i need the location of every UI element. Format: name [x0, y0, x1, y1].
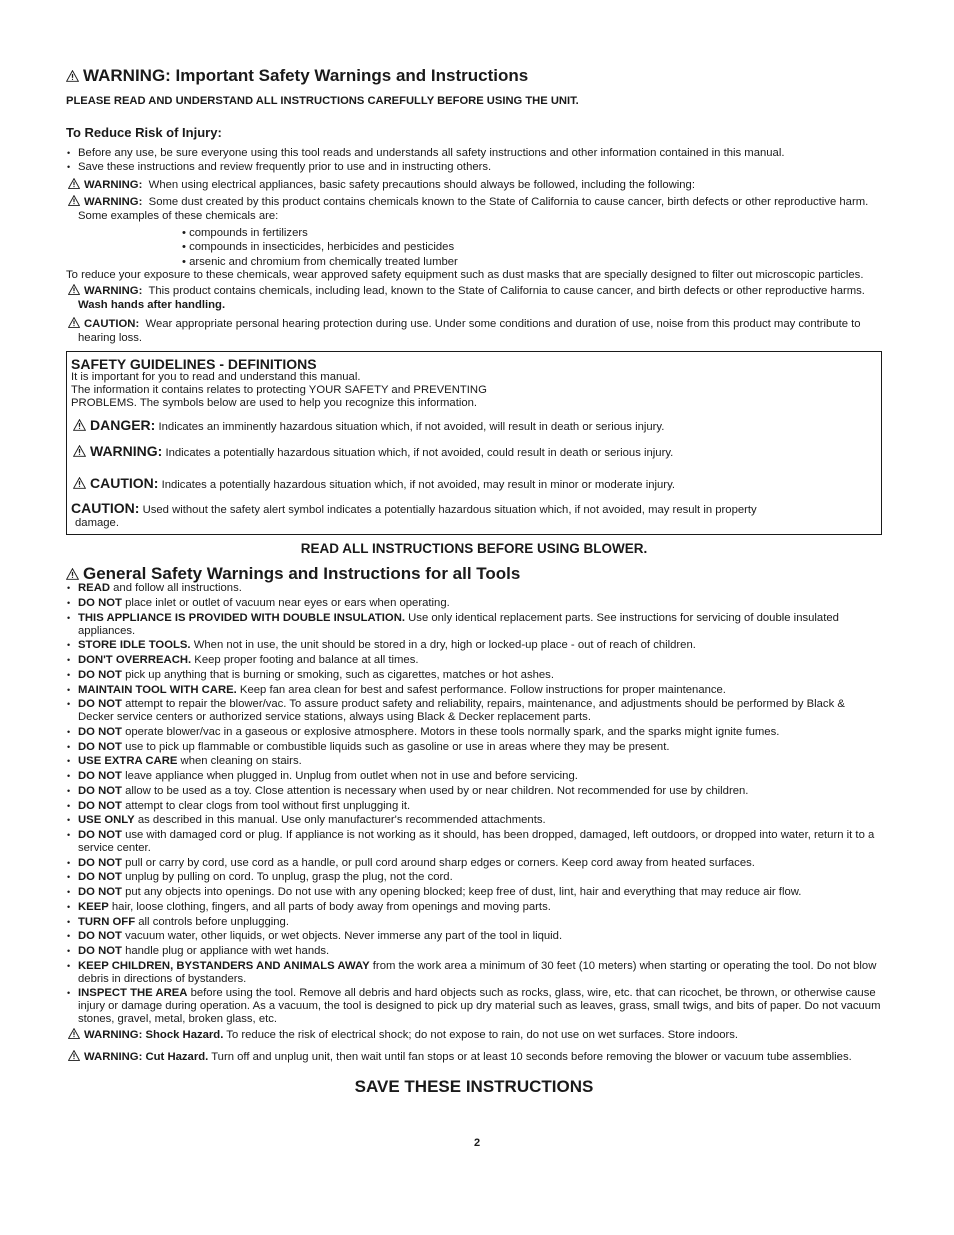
warning-triangle-icon — [68, 1050, 80, 1061]
list-item — [66, 612, 882, 638]
list-item-text: before using the tool. Remove all debris and hard objects such as rocks, glass, wire, etc. that can ricochet, be thrown, or otherwise cause injury or damage during operation. As a vacuum, the tool is designed to pick up dry material such as leaves, grass, small twigs, and bits of paper. Do not vacuum stones, gravel, metal, broken glass, etc. — [78, 987, 881, 1025]
list-item-keyword: DO NOT — [78, 770, 122, 783]
warning-label: WARNING: — [84, 178, 143, 191]
list-item — [66, 582, 882, 595]
list-item-text: operate blower/vac in a gaseous or explosive atmosphere. Motors in these tools normally spark, and the sparks might ignite fumes. — [121, 725, 780, 738]
reduce-risk-heading: To Reduce Risk of Injury: — [66, 125, 222, 140]
warning-label: WARNING: — [84, 285, 143, 298]
definition-text: Used without the safety alert symbol indicates a potentially hazardous situation which, if not avoided, may result in property — [142, 504, 757, 517]
list-item: • compounds in fertilizers — [182, 226, 308, 239]
definition-term: CAUTION: — [90, 475, 159, 492]
read-all-heading: READ ALL INSTRUCTIONS BEFORE USING BLOWER. — [300, 541, 648, 557]
list-item-keyword: DON'T OVERREACH. — [78, 654, 192, 667]
main-heading — [66, 66, 882, 86]
guidelines-title: SAFETY GUIDELINES - DEFINITIONS — [71, 356, 317, 373]
warning-triangle-icon — [73, 477, 86, 489]
list-item-keyword: STORE IDLE TOOLS. — [78, 639, 191, 652]
exposure-paragraph: To reduce your exposure to these chemicals, wear approved safety equipment such as dust masks that are specially designed to filter out microscopic particles. — [66, 269, 864, 282]
warning-text: Some dust created by this product contains chemicals known to the State of California to cause cancer, birth defects or other reproductive harm. Some examples of these chemicals are: — [78, 196, 869, 223]
list-item-keyword: DO NOT — [78, 886, 122, 899]
definition-warning — [73, 444, 877, 460]
list-item-text: pull or carry by cord, use cord as a handle, or pull cord around sharp edges or corners. Keep cord away from heated surfaces. — [121, 856, 755, 869]
definition-term: WARNING: — [90, 443, 163, 460]
list-item-keyword: DO NOT — [78, 945, 122, 958]
warning-lead — [66, 284, 882, 313]
caution-hearing — [66, 317, 882, 346]
list-item — [66, 755, 882, 768]
list-item-text: use to pick up flammable or combustible liquids such as gasoline or use in areas where they may be present. — [121, 740, 670, 753]
list-item — [66, 726, 882, 739]
list-item-keyword: DO NOT — [78, 930, 122, 943]
list-item: • arsenic and chromium from chemically treated lumber — [182, 255, 458, 268]
list-item-text: attempt to clear clogs from tool without first unplugging it. — [121, 799, 411, 812]
list-item — [66, 814, 882, 827]
list-item — [66, 960, 882, 986]
list-item-keyword: KEEP — [78, 900, 109, 913]
list-item-text: unplug by pulling on cord. To unplug, grasp the plug, not the cord. — [121, 871, 453, 884]
list-item-text: put any objects into openings. Do not use with any opening blocked; keep free of dust, lint, hair and everything that may reduce air flow. — [121, 886, 802, 899]
warning-text: When using electrical appliances, basic safety precautions should always be followed, including the following: — [148, 178, 695, 191]
list-item-text: all controls before unplugging. — [135, 915, 289, 928]
list-item-keyword: DO NOT — [78, 871, 122, 884]
main-heading-text: WARNING: Important Safety Warnings and Instructions — [83, 66, 529, 85]
warning-text: To reduce the risk of electrical shock; do not expose to rain, do not use on wet surfaces. Store indoors. — [223, 1028, 739, 1041]
list-item-keyword: USE EXTRA CARE — [78, 755, 178, 768]
warning-triangle-icon — [66, 568, 79, 580]
general-safety-list — [66, 582, 882, 1025]
safety-guidelines-box — [66, 351, 882, 535]
warning-dust — [66, 195, 882, 224]
caution-text: Wear appropriate personal hearing protection during use. Under some conditions and duration of use, noise from this product may contribute to hearing loss. — [78, 317, 861, 344]
list-item-keyword: USE ONLY — [78, 814, 135, 827]
list-item-keyword: MAINTAIN TOOL WITH CARE. — [78, 683, 237, 696]
definition-text: Indicates an imminently hazardous situation which, if not avoided, will result in death or serious injury. — [158, 421, 665, 434]
definition-danger — [73, 418, 877, 434]
warning-triangle-icon — [73, 445, 86, 457]
list-item — [66, 987, 882, 1025]
list-item — [66, 886, 882, 899]
warning-triangle-icon — [68, 1028, 80, 1039]
list-item — [66, 669, 882, 682]
definition-caution — [73, 476, 877, 492]
main-subtitle: PLEASE READ AND UNDERSTAND ALL INSTRUCTIONS CAREFULLY BEFORE USING THE UNIT. — [66, 95, 579, 107]
warning-label: WARNING: Shock Hazard. — [84, 1028, 224, 1041]
warning-triangle-icon — [66, 70, 79, 82]
list-item-text: place inlet or outlet of vacuum near eyes or ears when operating. — [121, 597, 450, 610]
warning-triangle-icon — [68, 195, 80, 206]
list-item — [66, 785, 882, 798]
general-heading-text: General Safety Warnings and Instructions for all Tools — [83, 564, 521, 584]
warning-electrical — [66, 178, 882, 193]
list-item-keyword: DO NOT — [78, 829, 122, 842]
list-item — [66, 654, 882, 667]
list-item-text: pick up anything that is burning or smoking, such as cigarettes, matches or hot ashes. — [121, 668, 554, 681]
list-item: • Before any use, be sure everyone using this tool reads and understands all safety instructions and other information contained in this manual. — [66, 147, 882, 161]
definition-text-continued: damage. — [75, 517, 119, 530]
list-item — [66, 597, 882, 610]
definition-term: DANGER: — [90, 417, 156, 434]
list-item-text: when cleaning on stairs. — [177, 755, 302, 768]
intro-line: The information it contains relates to protecting YOUR SAFETY and PREVENTING — [71, 384, 487, 397]
save-instructions-heading: SAVE THESE INSTRUCTIONS — [354, 1077, 594, 1097]
list-item — [66, 770, 882, 783]
list-item-keyword: DO NOT — [78, 856, 122, 869]
list-item — [66, 639, 882, 652]
list-item — [66, 857, 882, 870]
intro-line: It is important for you to read and understand this manual. — [71, 371, 361, 384]
warning-text: Turn off and unplug unit, then wait until fan stops or at least 10 seconds before removing the blower or vacuum tube assemblies. — [208, 1051, 852, 1064]
caution-label: CAUTION: — [84, 317, 140, 330]
list-item — [66, 829, 882, 855]
list-item-text: Use only identical replacement parts. See instructions for servicing of double insulated appliances. — [78, 611, 839, 637]
chemical-list — [182, 226, 882, 270]
list-item: • Save these instructions and review frequently prior to use and in instructing others. — [66, 161, 882, 175]
list-item — [66, 930, 882, 943]
list-item — [66, 741, 882, 754]
list-item — [66, 901, 882, 914]
list-item-text: attempt to repair the blower/vac. To assure product safety and reliability, repairs, maintenance, and adjustments should be performed by Black & Decker service centers or authorized service stations, always using Black & Decker replacement parts. — [78, 698, 845, 724]
list-item — [66, 684, 882, 697]
warning-triangle-icon — [68, 284, 80, 295]
wash-hands-text: Wash hands after handling. — [78, 299, 226, 312]
list-item-keyword: READ — [78, 582, 111, 595]
list-item-keyword: KEEP CHILDREN, BYSTANDERS AND ANIMALS AWAY — [78, 959, 370, 972]
list-item-text: from the work area a minimum of 30 feet (10 meters) when starting or operating the tool. Do not blow debris in directions of bystanders. — [78, 959, 877, 985]
list-item — [66, 916, 882, 929]
list-item — [66, 698, 882, 724]
list-item-text: When not in use, the unit should be stored in a dry, high or locked-up place - out of reach of children. — [190, 639, 696, 652]
general-heading — [66, 565, 882, 582]
guidelines-intro — [71, 371, 877, 410]
reduce-risk-list — [66, 147, 882, 175]
list-item-text: and follow all instructions. — [110, 582, 242, 595]
list-item-keyword: DO NOT — [78, 799, 122, 812]
definition-text: Indicates a potentially hazardous situation which, if not avoided, may result in minor or moderate injury. — [161, 479, 676, 492]
warning-triangle-icon — [68, 178, 80, 189]
page-number: 2 — [473, 1137, 481, 1149]
warning-label: WARNING: Cut Hazard. — [84, 1051, 209, 1064]
list-item-text: Keep proper footing and balance at all times. — [191, 654, 419, 667]
warning-triangle-icon — [73, 419, 86, 431]
manual-page — [66, 66, 882, 1097]
definition-term: CAUTION: — [71, 500, 140, 517]
list-item: • compounds in insecticides, herbicides and pesticides — [182, 241, 455, 254]
list-item-keyword: DO NOT — [78, 668, 122, 681]
list-item-text: as described in this manual. Use only manufacturer's recommended attachments. — [134, 814, 546, 827]
warning-triangle-icon — [68, 317, 80, 328]
list-item-keyword: INSPECT THE AREA — [78, 987, 188, 1000]
list-item-keyword: DO NOT — [78, 597, 122, 610]
list-item-text: Keep fan area clean for best and safest performance. Follow instructions for proper maintenance. — [236, 683, 726, 696]
intro-line: PROBLEMS. The symbols below are used to help you recognize this information. — [71, 397, 478, 410]
list-item-keyword: DO NOT — [78, 784, 122, 797]
list-item-text: use with damaged cord or plug. If appliance is not working as it should, has been dropped, damaged, left outdoors, or dropped into water, return it to a service center. — [78, 829, 875, 854]
definition-text: Indicates a potentially hazardous situation which, if not avoided, could result in death or serious injury. — [165, 447, 674, 460]
definition-caution-no-symbol — [71, 502, 877, 530]
list-item-keyword: DO NOT — [78, 740, 122, 753]
list-item — [66, 871, 882, 884]
list-item-text: vacuum water, other liquids, or wet objects. Never immerse any part of the tool in liquid. — [121, 930, 563, 943]
list-item-keyword: TURN OFF — [78, 915, 136, 928]
warning-shock — [66, 1028, 882, 1042]
list-item-text: leave appliance when plugged in. Unplug from outlet when not in use and before servicing. — [121, 770, 578, 783]
warning-text: This product contains chemicals, including lead, known to the State of California to cause cancer, and birth defects or other reproductive harms. — [148, 285, 865, 298]
list-item-keyword: DO NOT — [78, 698, 122, 711]
warning-cut — [66, 1050, 882, 1064]
list-item-text: hair, loose clothing, fingers, and all parts of body away from openings and moving parts. — [108, 900, 551, 913]
list-item-text: handle plug or appliance with wet hands. — [121, 945, 330, 958]
list-item-keyword: DO NOT — [78, 725, 122, 738]
list-item-text: allow to be used as a toy. Close attention is necessary when used by or near children. Not recommended for use by children. — [121, 784, 749, 797]
list-item — [66, 800, 882, 813]
list-item — [66, 945, 882, 958]
warning-label: WARNING: — [84, 196, 143, 209]
list-item-keyword: THIS APPLIANCE IS PROVIDED WITH DOUBLE INSULATION. — [78, 611, 405, 624]
